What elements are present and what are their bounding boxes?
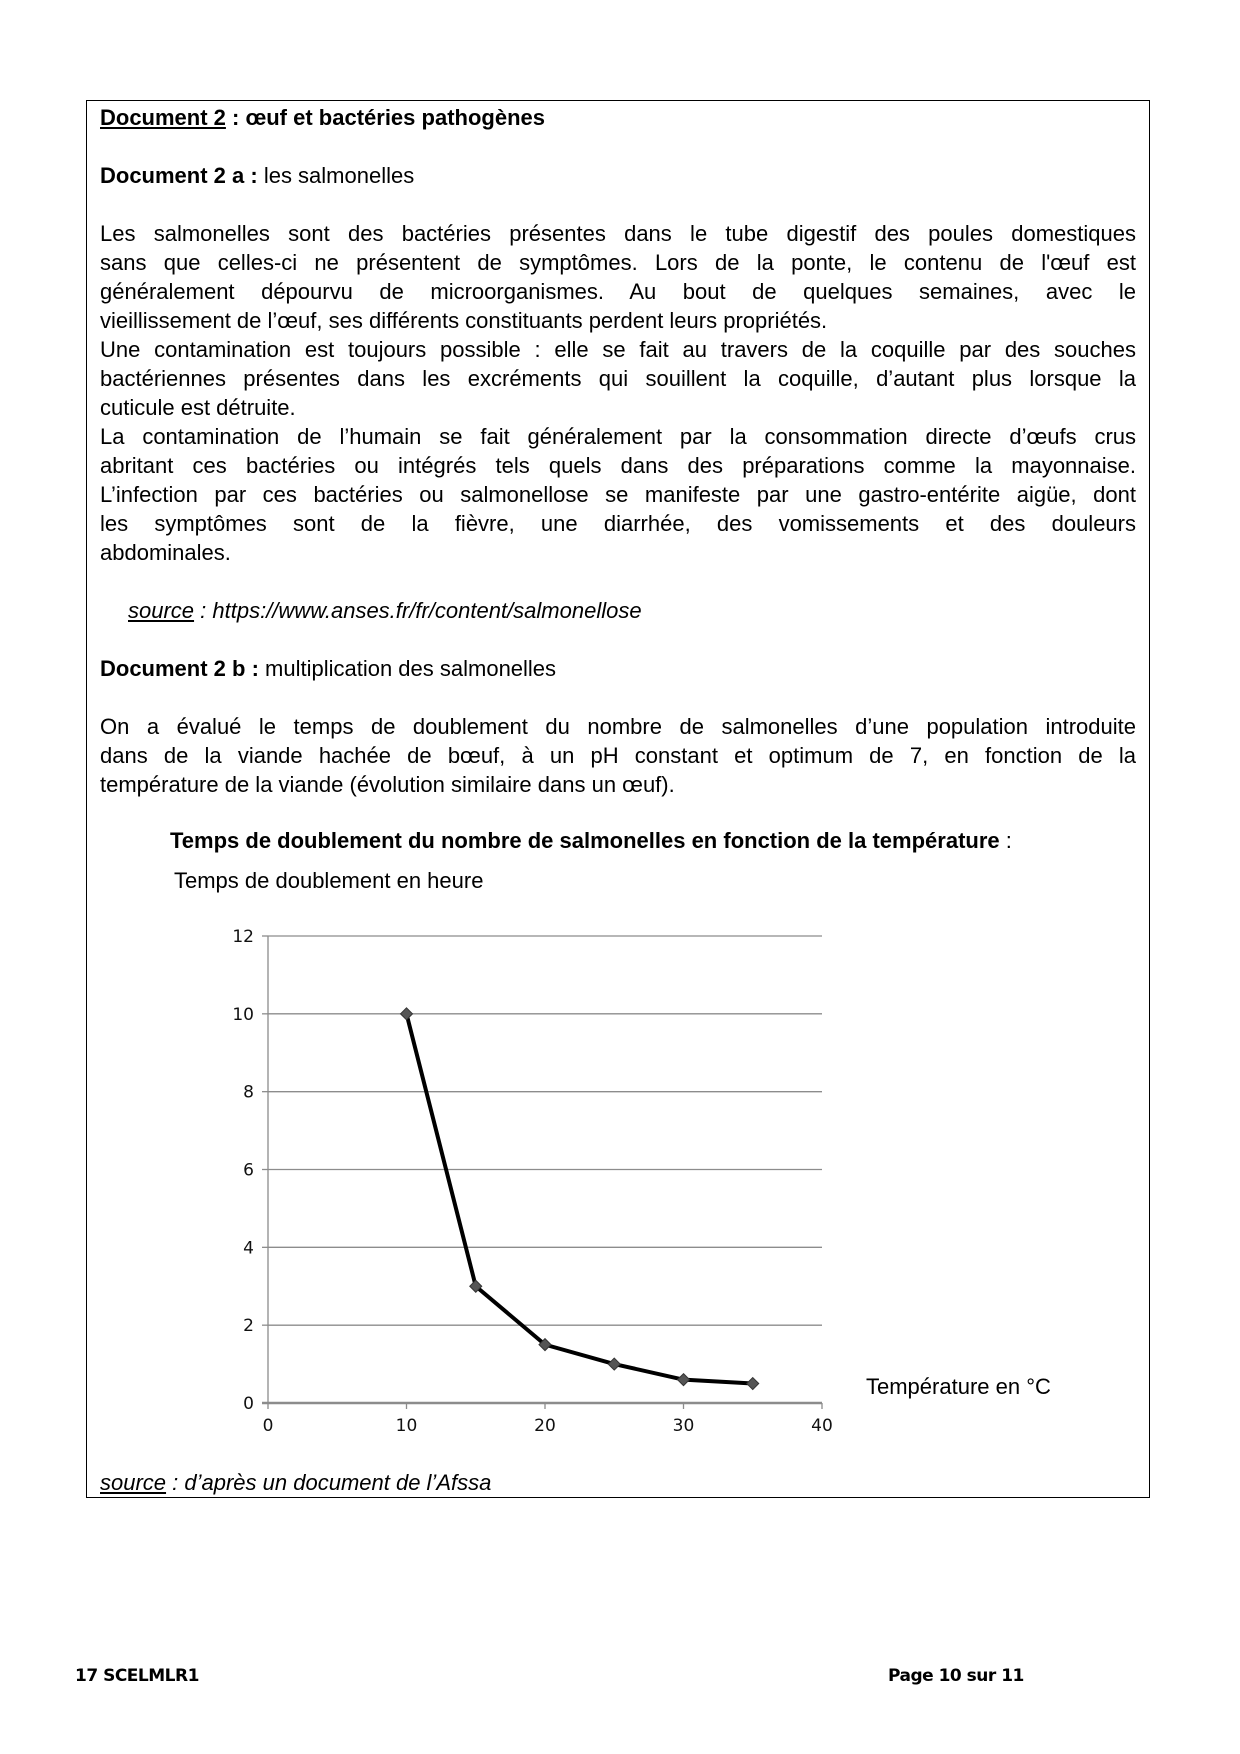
y-tick-label: 4 — [243, 1238, 254, 1259]
chart-title — [170, 828, 1012, 854]
y-tick-label: 10 — [232, 1004, 254, 1025]
data-point-marker — [401, 1008, 413, 1020]
paragraph-line: La contamination de l’humain se fait généralement par la consommation directe d’œufs crus — [100, 424, 1136, 449]
y-tick-label: 2 — [243, 1316, 254, 1337]
paragraph-line: cuticule est détruite. — [100, 395, 296, 420]
source-a-text: : https://www.anses.fr/fr/content/salmonellose — [194, 598, 642, 623]
paragraph-line: généralement dépourvu de microorganismes. Au bout de quelques semaines, avec le — [100, 279, 1136, 304]
data-point-marker — [608, 1358, 620, 1370]
section-b-paragraph — [100, 712, 1136, 799]
data-point-marker — [747, 1378, 759, 1390]
x-tick-label: 10 — [395, 1416, 418, 1436]
document-title — [100, 103, 1140, 132]
chart-title-suffix: : — [999, 828, 1012, 853]
document-title-rest: : œuf et bactéries pathogènes — [225, 105, 545, 130]
chart-series — [401, 1008, 759, 1390]
paragraph-line: vieillissement de l’œuf, ses différents constituants perdent leurs propriétés. — [100, 308, 828, 333]
x-tick-label: 30 — [672, 1416, 695, 1436]
paragraph-line: température de la viande (évolution similaire dans un œuf). — [100, 772, 675, 797]
paragraph-line: abdominales. — [100, 540, 231, 565]
paragraph-line: Une contamination est toujours possible : elle se fait au travers de la coquille par des souches — [100, 337, 1136, 362]
y-tick-label: 8 — [243, 1082, 254, 1103]
section-b-heading — [100, 654, 1140, 683]
x-tick-label: 20 — [534, 1416, 556, 1436]
source-b — [100, 1468, 1140, 1497]
paragraph-line: Les salmonelles sont des bactéries présentes dans le tube digestif des poules domestiques — [100, 221, 1136, 246]
section-b-subtitle: multiplication des salmonelles — [258, 656, 557, 681]
paragraph-line: L’infection par ces bactéries ou salmonellose se manifeste par une gastro-entérite aigüe, dont — [100, 482, 1136, 507]
footer-page-number: Page 10 sur 11 — [888, 1666, 1024, 1686]
section-a-paragraph — [100, 219, 1136, 567]
chart-gridlines — [262, 936, 822, 1403]
source-b-text: : d’après un document de l’Afssa — [166, 1470, 492, 1495]
y-tick-label: 0 — [243, 1394, 254, 1414]
x-tick-label: 40 — [811, 1416, 833, 1436]
document-title-label: Document 2 — [100, 105, 226, 130]
y-tick-label: 6 — [243, 1160, 254, 1181]
line-chart — [200, 910, 860, 1440]
paragraph-line: les symptômes sont de la fièvre, une diarrhée, des vomissements et des douleurs — [100, 511, 1136, 536]
chart-y-axis-label: Temps de doublement en heure — [174, 868, 484, 893]
paragraph-line: bactériennes présentes dans les excréments qui souillent la coquille, d’autant plus lorsque la — [100, 366, 1136, 391]
source-a-label: source — [128, 598, 195, 623]
paragraph-line: On a évalué le temps de doublement du nombre de salmonelles d’une population introduite — [100, 714, 1136, 739]
data-point-marker — [678, 1374, 690, 1386]
paragraph-line: sans que celles-ci ne présentent de symptômes. Lors de la ponte, le contenu de l'œuf est — [100, 250, 1136, 275]
chart-y-ticks — [232, 927, 268, 1414]
chart-x-ticks — [263, 1403, 833, 1436]
paragraph-line: dans de la viande hachée de bœuf, à un pH constant et optimum de 7, en fonction de la — [100, 743, 1136, 768]
footer-code: 17 SCELMLR1 — [75, 1666, 199, 1686]
y-tick-label: 12 — [232, 927, 254, 947]
section-a-subtitle: les salmonelles — [257, 163, 415, 188]
x-tick-label: 0 — [262, 1416, 274, 1436]
section-b-label: Document 2 b : — [100, 656, 259, 681]
section-a-heading — [100, 161, 1140, 190]
paragraph-line: abritant ces bactéries ou intégrés tels quels dans des préparations comme la mayonnaise. — [100, 453, 1136, 478]
source-b-label: source — [100, 1470, 167, 1495]
section-a-label: Document 2 a : — [100, 163, 258, 188]
chart-title-text: Temps de doublement du nombre de salmonelles en fonction de la température — [170, 828, 1000, 853]
source-a — [128, 596, 1168, 625]
chart-x-axis-label: Température en °C — [866, 1374, 1051, 1399]
series-line — [407, 1014, 753, 1384]
